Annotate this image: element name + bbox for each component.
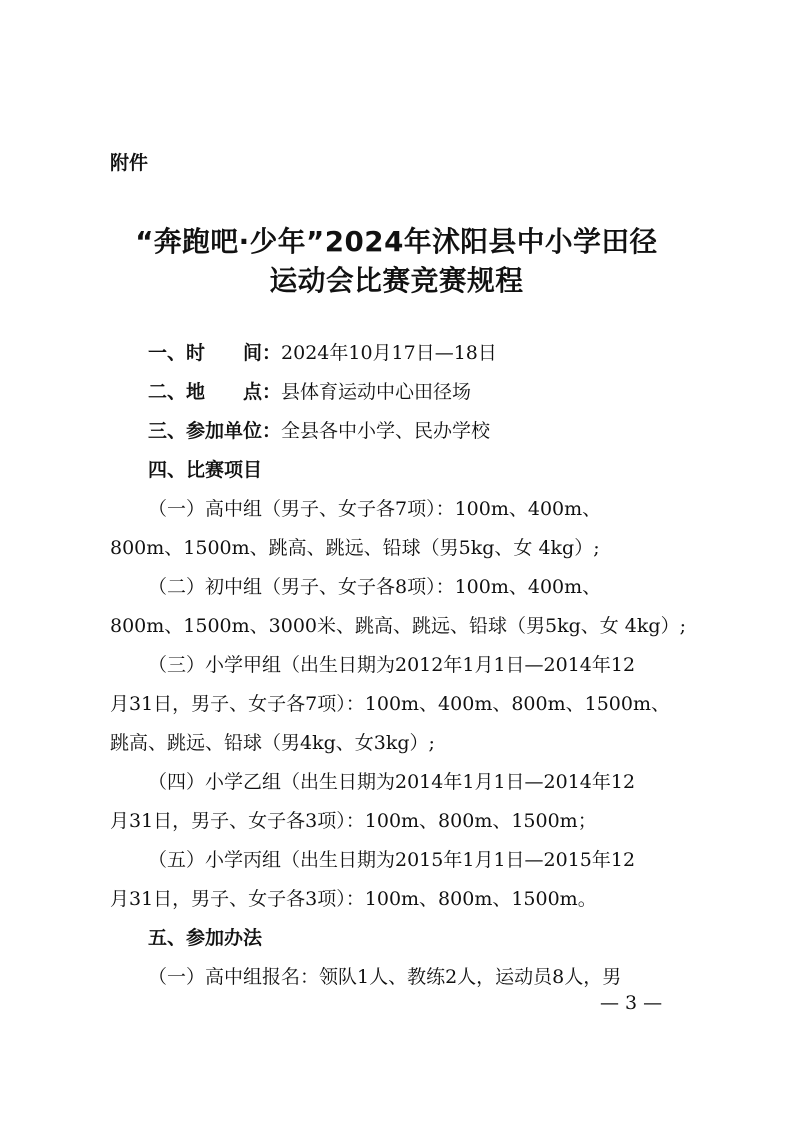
section-location-heading: 二、地 点： — [148, 381, 282, 403]
event-line-gaozhong-2: 800m、1500m、跳高、跳远、铅球（男5kg、女 4kg）; — [110, 537, 600, 559]
event-line-xiaoxue-yi-2: 月31日，男子、女子各3项）：100m、800m、1500m； — [110, 810, 597, 832]
section-participants-heading: 三、参加单位： — [148, 420, 282, 442]
page-number: — 3 — — [600, 992, 663, 1014]
section-time-text: 2024年10月17日—18日 — [281, 342, 497, 364]
title-line-2: 运动会比赛竞赛规程 — [269, 264, 524, 297]
event-line-xiaoxue-jia-1: （三）小学甲组（出生日期为2012年1月1日—2014年12 — [148, 654, 636, 676]
event-line-xiaoxue-yi-1: （四）小学乙组（出生日期为2014年1月1日—2014年12 — [148, 771, 636, 793]
event-line-chuzhong-1: （二）初中组（男子、女子各8项）：100m、400m、 — [148, 576, 602, 598]
section-location-text: 县体育运动中心田径场 — [281, 381, 472, 403]
section-location — [148, 380, 471, 404]
event-line-xiaoxue-bing-2: 月31日，男子、女子各3项）：100m、800m、1500m。 — [110, 888, 597, 910]
title-line-1: “奔跑吧·少年”2024年沭阳县中小学田径 — [135, 225, 658, 258]
section-participants — [148, 419, 490, 443]
section-participants-text: 全县各中小学、民办学校 — [281, 420, 491, 442]
section-time — [148, 341, 497, 365]
event-line-xiaoxue-jia-3: 跳高、跳远、铅球（男4kg、女3kg）; — [110, 732, 435, 754]
event-line-xiaoxue-jia-2: 月31日，男子、女子各7项）：100m、400m、800m、1500m、 — [110, 693, 670, 715]
section-events-heading: 四、比赛项目 — [148, 459, 263, 481]
section-time-heading: 一、时 间： — [148, 342, 282, 364]
participation-line-1: （一）高中组报名：领队1人、教练2人，运动员8人，男 — [148, 966, 622, 988]
event-line-gaozhong-1: （一）高中组（男子、女子各7项）：100m、400m、 — [148, 498, 602, 520]
attachment-label: 附件 — [110, 152, 149, 174]
event-line-xiaoxue-bing-1: （五）小学丙组（出生日期为2015年1月1日—2015年12 — [148, 849, 636, 871]
event-line-chuzhong-2: 800m、1500m、3000米、跳高、跳远、铅球（男5kg、女 4kg）; — [110, 615, 686, 637]
section-participation-heading: 五、参加办法 — [148, 927, 263, 949]
